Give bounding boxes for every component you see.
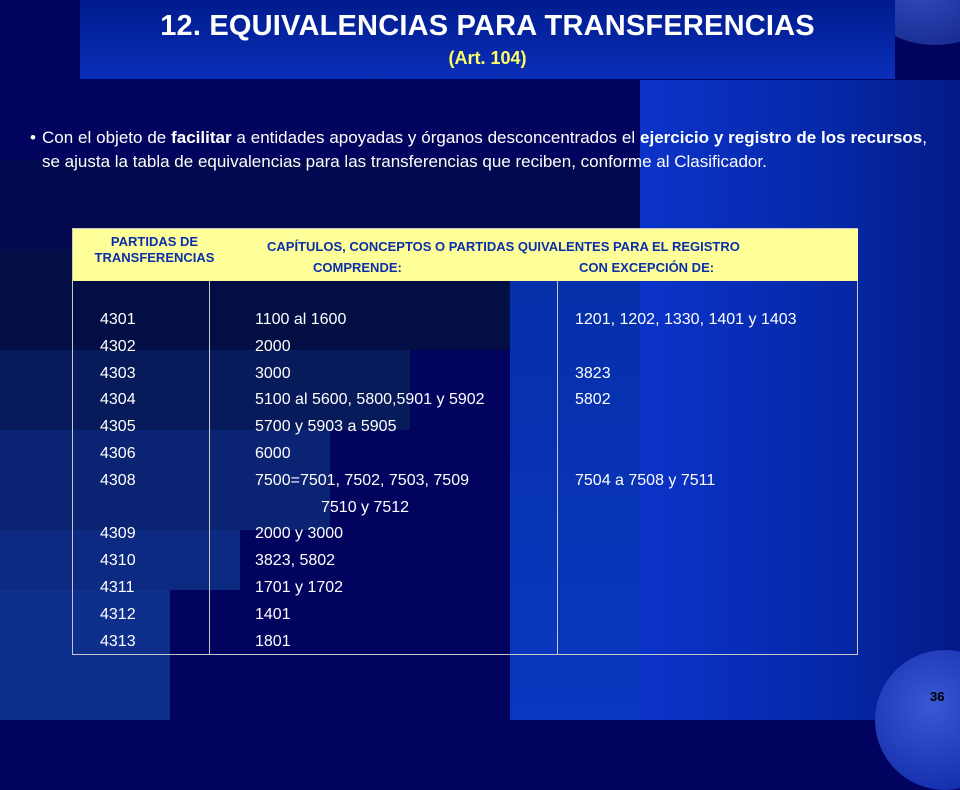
comprende-cell: 3823, 5802: [255, 552, 336, 570]
partida-cell: 4304: [100, 391, 136, 409]
partida-cell: 4313: [100, 632, 136, 650]
partida-cell: 4302: [100, 337, 136, 355]
comprende-cell: 3000: [255, 364, 291, 382]
header-excepcion: CON EXCEPCIÓN DE:: [579, 260, 715, 275]
table-row: [73, 338, 859, 365]
table-row: [73, 606, 859, 633]
bullet-text: Con el objeto de facilitar a entidades apoyadas y órganos desconcentrados el ejercicio y registro de los recursos, se ajusta la tabla de equivalencias para las transferencias que reciben, conforme al Clasificador.: [42, 128, 928, 171]
comprende-cell: 7500=7501, 7502, 7503, 7509: [255, 471, 469, 489]
comprende-cell: 2000 y 3000: [255, 525, 344, 543]
partida-cell: 4311: [100, 578, 135, 596]
table-row: [73, 391, 859, 418]
partida-cell: 4312: [100, 605, 136, 623]
excepcion-cell: 5802: [575, 391, 611, 409]
header-partidas: PARTIDAS DE TRANSFERENCIAS: [94, 234, 215, 265]
comprende-cell: 1801: [255, 632, 291, 650]
comprende-cell: 7510 y 7512: [321, 498, 410, 516]
excepcion-cell: 3823: [575, 364, 611, 382]
partida-cell: 4306: [100, 444, 136, 462]
table-row: [73, 418, 859, 445]
comprende-cell: 1401: [255, 605, 291, 623]
excepcion-cell: 7504 a 7508 y 7511: [575, 471, 716, 489]
table-row: [73, 365, 859, 392]
table-row: [73, 499, 859, 526]
comprende-cell: 5700 y 5903 a 5905: [255, 418, 397, 436]
table-row: [73, 579, 859, 606]
excepcion-cell: 1201, 1202, 1330, 1401 y 1403: [575, 311, 797, 328]
bullet-dot: •: [30, 128, 36, 147]
table-body: [73, 311, 859, 659]
bold-text: facilitar: [171, 128, 232, 147]
bullet-paragraph: [30, 126, 927, 174]
comprende-cell: 1100 al 1600: [255, 311, 347, 328]
partida-cell: 4308: [100, 471, 136, 489]
comprende-cell: 2000: [255, 337, 291, 355]
table-row: [73, 472, 859, 499]
comprende-cell: 5100 al 5600, 5800,5901 y 5902: [255, 391, 485, 409]
title-banner: [80, 0, 895, 79]
table-row: [73, 552, 859, 579]
table-row: [73, 633, 859, 660]
slide-title: 12. EQUIVALENCIAS PARA TRANSFERENCIAS: [160, 10, 815, 42]
table-row: [73, 525, 859, 552]
header-capitulos: CAPÍTULOS, CONCEPTOS O PARTIDAS QUIVALENTES PARA EL REGISTRO: [267, 239, 740, 254]
table-row: [73, 311, 859, 338]
partida-cell: 4310: [100, 552, 136, 570]
bold-text: ejercicio y registro de los recursos: [640, 128, 923, 147]
page-number: 36: [930, 689, 945, 704]
slide-subtitle: (Art. 104): [448, 48, 527, 68]
partida-cell: 4309: [100, 525, 136, 543]
comprende-cell: 1701 y 1702: [255, 578, 344, 596]
comprende-cell: 6000: [255, 444, 291, 462]
partida-cell: 4303: [100, 364, 136, 382]
equivalences-table: [72, 228, 858, 655]
partida-cell: 4305: [100, 418, 136, 436]
partida-cell: 4301: [100, 311, 136, 328]
table-row: [73, 445, 859, 472]
table-header: [73, 229, 858, 281]
header-comprende: COMPRENDE:: [313, 260, 402, 275]
